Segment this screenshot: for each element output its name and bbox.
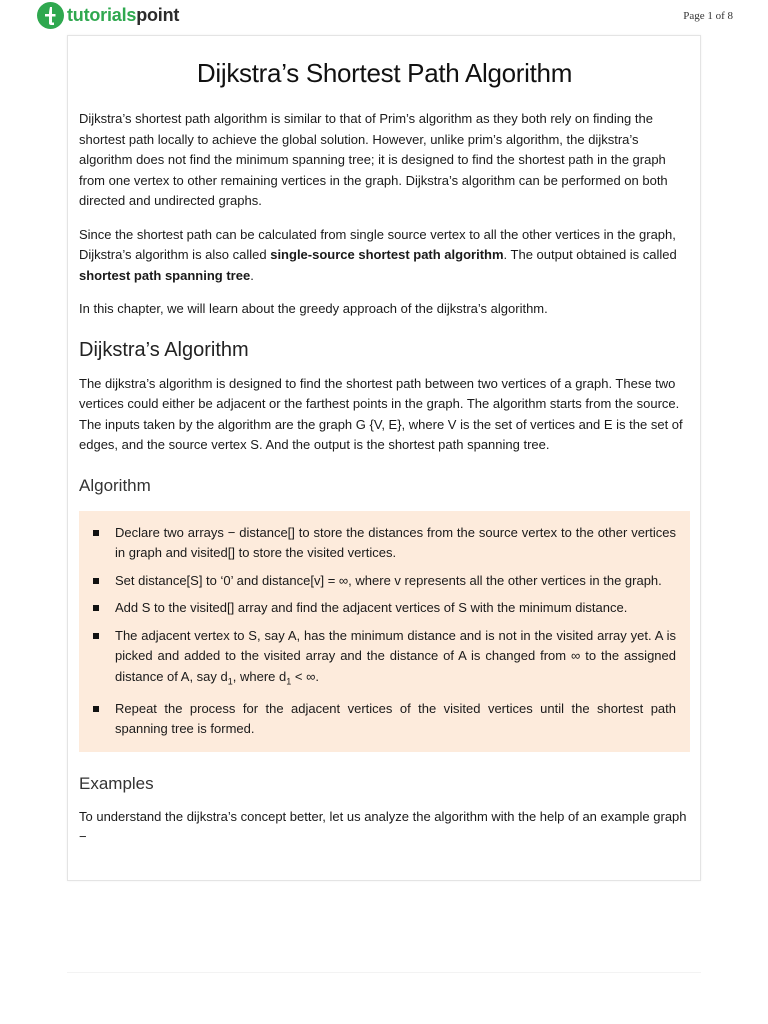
step-text: Add S to the visited[] array and find the adjacent vertices of S with the minimum distance. <box>115 600 628 615</box>
chapter-intro-paragraph: In this chapter, we will learn about the greedy approach of the dijkstra’s algorithm. <box>79 301 548 316</box>
algorithm-heading: Algorithm <box>79 475 151 495</box>
page-indicator: Page 1 of 8 <box>683 10 733 22</box>
single-source-paragraph <box>79 225 690 287</box>
algorithm-steps-list <box>93 523 676 740</box>
algorithm-step <box>93 699 676 740</box>
algorithm-step <box>93 626 676 692</box>
logo-text-tutorials: tutorials <box>67 5 137 25</box>
page-divider <box>67 972 701 973</box>
square-bullet-icon <box>93 578 99 584</box>
para2-bold-term-1: single-source shortest path algorithm <box>270 247 504 262</box>
algorithm-step <box>93 598 676 619</box>
algorithm-step <box>93 523 676 564</box>
square-bullet-icon <box>93 706 99 712</box>
step-text-c: < ∞. <box>291 668 319 684</box>
tutorialspoint-logo[interactable] <box>37 2 179 29</box>
examples-paragraph: To understand the dijkstra’s concept better, let us analyze the algorithm with the help of an example graph − <box>79 808 687 845</box>
logo-text-point: point <box>136 5 180 25</box>
para2-text-b: . The output obtained is called <box>503 247 677 262</box>
square-bullet-icon <box>93 530 99 536</box>
square-bullet-icon <box>93 633 99 639</box>
algorithm-step <box>93 571 676 592</box>
step-text: Declare two arrays − distance[] to store the distances from the source vertex to the other vertices in graph and visited[] to store the visited vertices. <box>115 524 676 560</box>
page-title: Dijkstra’s Shortest Path Algorithm <box>196 58 573 88</box>
intro-paragraph: Dijkstra’s shortest path algorithm is similar to that of Prim’s algorithm as they both rely on finding the shortest path locally to achieve the global solution. However, unlike prim’s algorithm, the dijkstra’s algorithm does not find the minimum spanning tree; it is designed to find the shortest path in the graph from one vertex to other remaining vertices in the graph. Dijkstra’s algorithm can be performed on both directed and undirected graphs. <box>79 111 668 208</box>
step-text-a: The adjacent vertex to S, say A, has the minimum distance and is not in the visited array yet. A is picked and added to the visited array and the distance of A is changed from ∞ to the assigned distance of A, say d <box>115 627 676 684</box>
para2-bold-term-2: shortest path spanning tree <box>79 267 251 283</box>
logo-icon <box>37 2 64 29</box>
page-content <box>79 36 690 848</box>
examples-heading: Examples <box>79 773 154 793</box>
step-text: Repeat the process for the adjacent vertices of the visited vertices until the shortest path spanning tree is formed. <box>115 700 676 737</box>
section-paragraph: The dijkstra’s algorithm is designed to find the shortest path between two vertices of a graph. These two vertices could either be adjacent or the farthest points in the graph. The algorithm starts from the source. The inputs taken by the algorithm are the graph G {V, E}, where V is the set of vertices and E is the set of edges, and the source vertex S. And the output is the shortest path spanning tree. <box>79 375 683 452</box>
step-text: Set distance[S] to ‘0’ and distance[v] = ∞, where v represents all the other vertices in the graph. <box>115 572 662 588</box>
section-heading-dijkstra: Dijkstra’s Algorithm <box>79 338 249 361</box>
top-bar <box>0 0 768 34</box>
subscript-1: 1 <box>227 676 233 687</box>
para2-text-a: Since the shortest path can be calculated from single source vertex to all the other vertices in the graph, Dijkstra’s algorithm is also called <box>79 226 676 262</box>
para2-text-c: . <box>250 267 254 283</box>
square-bullet-icon <box>93 605 99 611</box>
subscript-2: 1 <box>286 676 292 687</box>
document-page <box>67 35 701 881</box>
logo-t-glyph-icon <box>37 2 64 29</box>
step-text-b: , where d <box>232 668 287 684</box>
logo-wordmark <box>67 5 179 26</box>
algorithm-box <box>79 511 690 752</box>
